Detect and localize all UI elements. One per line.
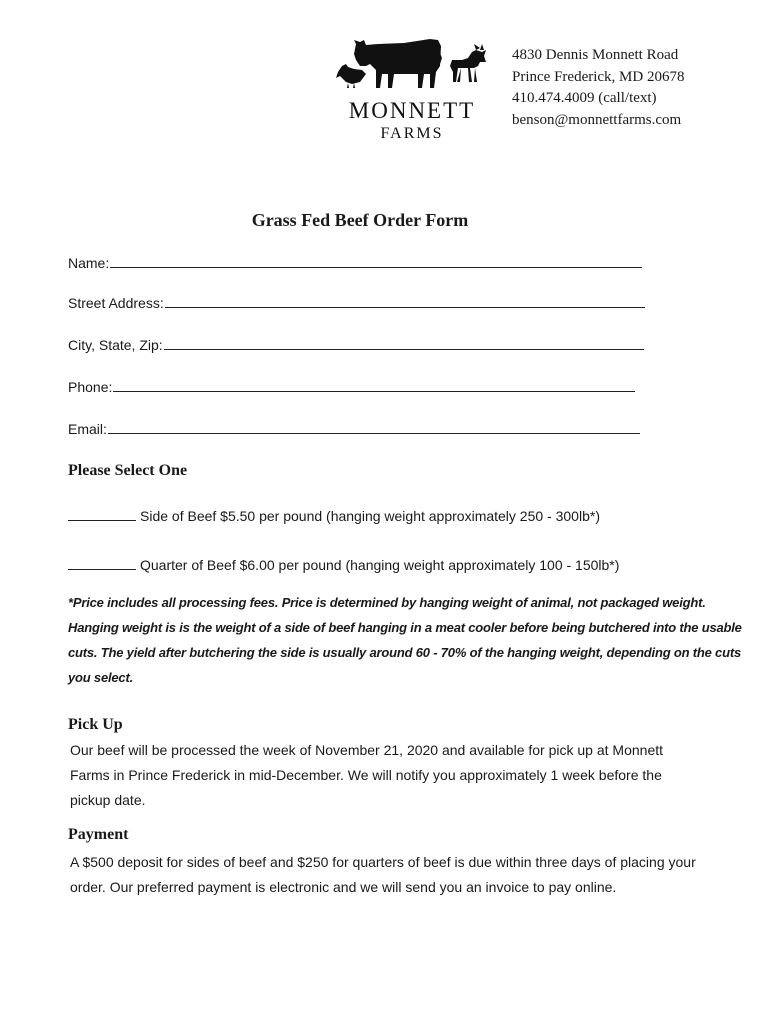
address-email[interactable]: benson@monnettfarms.com <box>512 111 682 128</box>
phone-label: Phone: <box>68 379 113 395</box>
email-label: Email: <box>68 421 107 437</box>
price-note-line: Hanging weight is is the weight of a side of beef hanging in a meat cooler before being butchered into the usable <box>68 620 742 635</box>
street-address-label: Street Address: <box>68 295 164 311</box>
pickup-paragraph <box>70 738 720 813</box>
pickup-heading: Pick Up <box>68 716 123 733</box>
form-title: Grass Fed Beef Order Form <box>251 210 469 230</box>
select-heading: Please Select One <box>68 462 188 479</box>
email-field[interactable] <box>68 421 640 437</box>
payment-line: A $500 deposit for sides of beef and $250 for quarters of beef is due within three days of placing your <box>70 854 696 870</box>
address-city: Prince Frederick, MD 20678 <box>512 68 685 85</box>
phone-field[interactable] <box>68 379 635 395</box>
payment-paragraph <box>70 850 720 900</box>
street-address-input-line[interactable] <box>165 296 645 308</box>
city-state-zip-field[interactable] <box>68 337 644 353</box>
logo-subtitle: FARMS <box>380 125 444 142</box>
farm-logo <box>334 36 490 148</box>
email-input-line[interactable] <box>108 422 640 434</box>
price-note-line: you select. <box>68 670 133 685</box>
phone-input-line[interactable] <box>113 380 635 392</box>
pickup-line: pickup date. <box>70 792 146 808</box>
name-field[interactable] <box>68 255 642 271</box>
city-state-zip-input-line[interactable] <box>164 338 644 350</box>
price-note-line: cuts. The yield after butchering the side is usually around 60 - 70% of the hanging weight, depending on the cuts <box>68 645 741 660</box>
payment-line: order. Our preferred payment is electronic and we will send you an invoice to pay online. <box>70 879 617 895</box>
city-state-zip-label: City, State, Zip: <box>68 337 163 353</box>
side-of-beef-blank[interactable] <box>68 509 136 521</box>
price-note-line: *Price includes all processing fees. Price is determined by hanging weight of animal, not packaged weight. <box>68 595 706 610</box>
quarter-of-beef-blank[interactable] <box>68 558 136 570</box>
pickup-line: Farms in Prince Frederick in mid-December. We will notify you approximately 1 week before the <box>70 767 662 783</box>
logo-name: MONNETT <box>348 98 476 123</box>
contact-address <box>512 45 684 131</box>
price-note <box>68 590 742 690</box>
side-of-beef-option[interactable] <box>68 508 600 524</box>
side-of-beef-label: Side of Beef $5.50 per pound (hanging weight approximately 250 - 300lb*) <box>140 508 600 524</box>
pickup-line: Our beef will be processed the week of November 21, 2020 and available for pick up at Monnett <box>70 742 664 758</box>
name-input-line[interactable] <box>110 256 642 268</box>
farm-animals-icon <box>334 36 490 98</box>
quarter-of-beef-option[interactable] <box>68 557 619 573</box>
address-phone: 410.474.4009 (call/text) <box>512 90 657 106</box>
payment-heading: Payment <box>68 826 129 843</box>
quarter-of-beef-label: Quarter of Beef $6.00 per pound (hanging weight approximately 100 - 150lb*) <box>140 557 620 573</box>
address-street: 4830 Dennis Monnett Road <box>512 47 679 63</box>
street-address-field[interactable] <box>68 295 645 311</box>
name-label: Name: <box>68 255 110 271</box>
